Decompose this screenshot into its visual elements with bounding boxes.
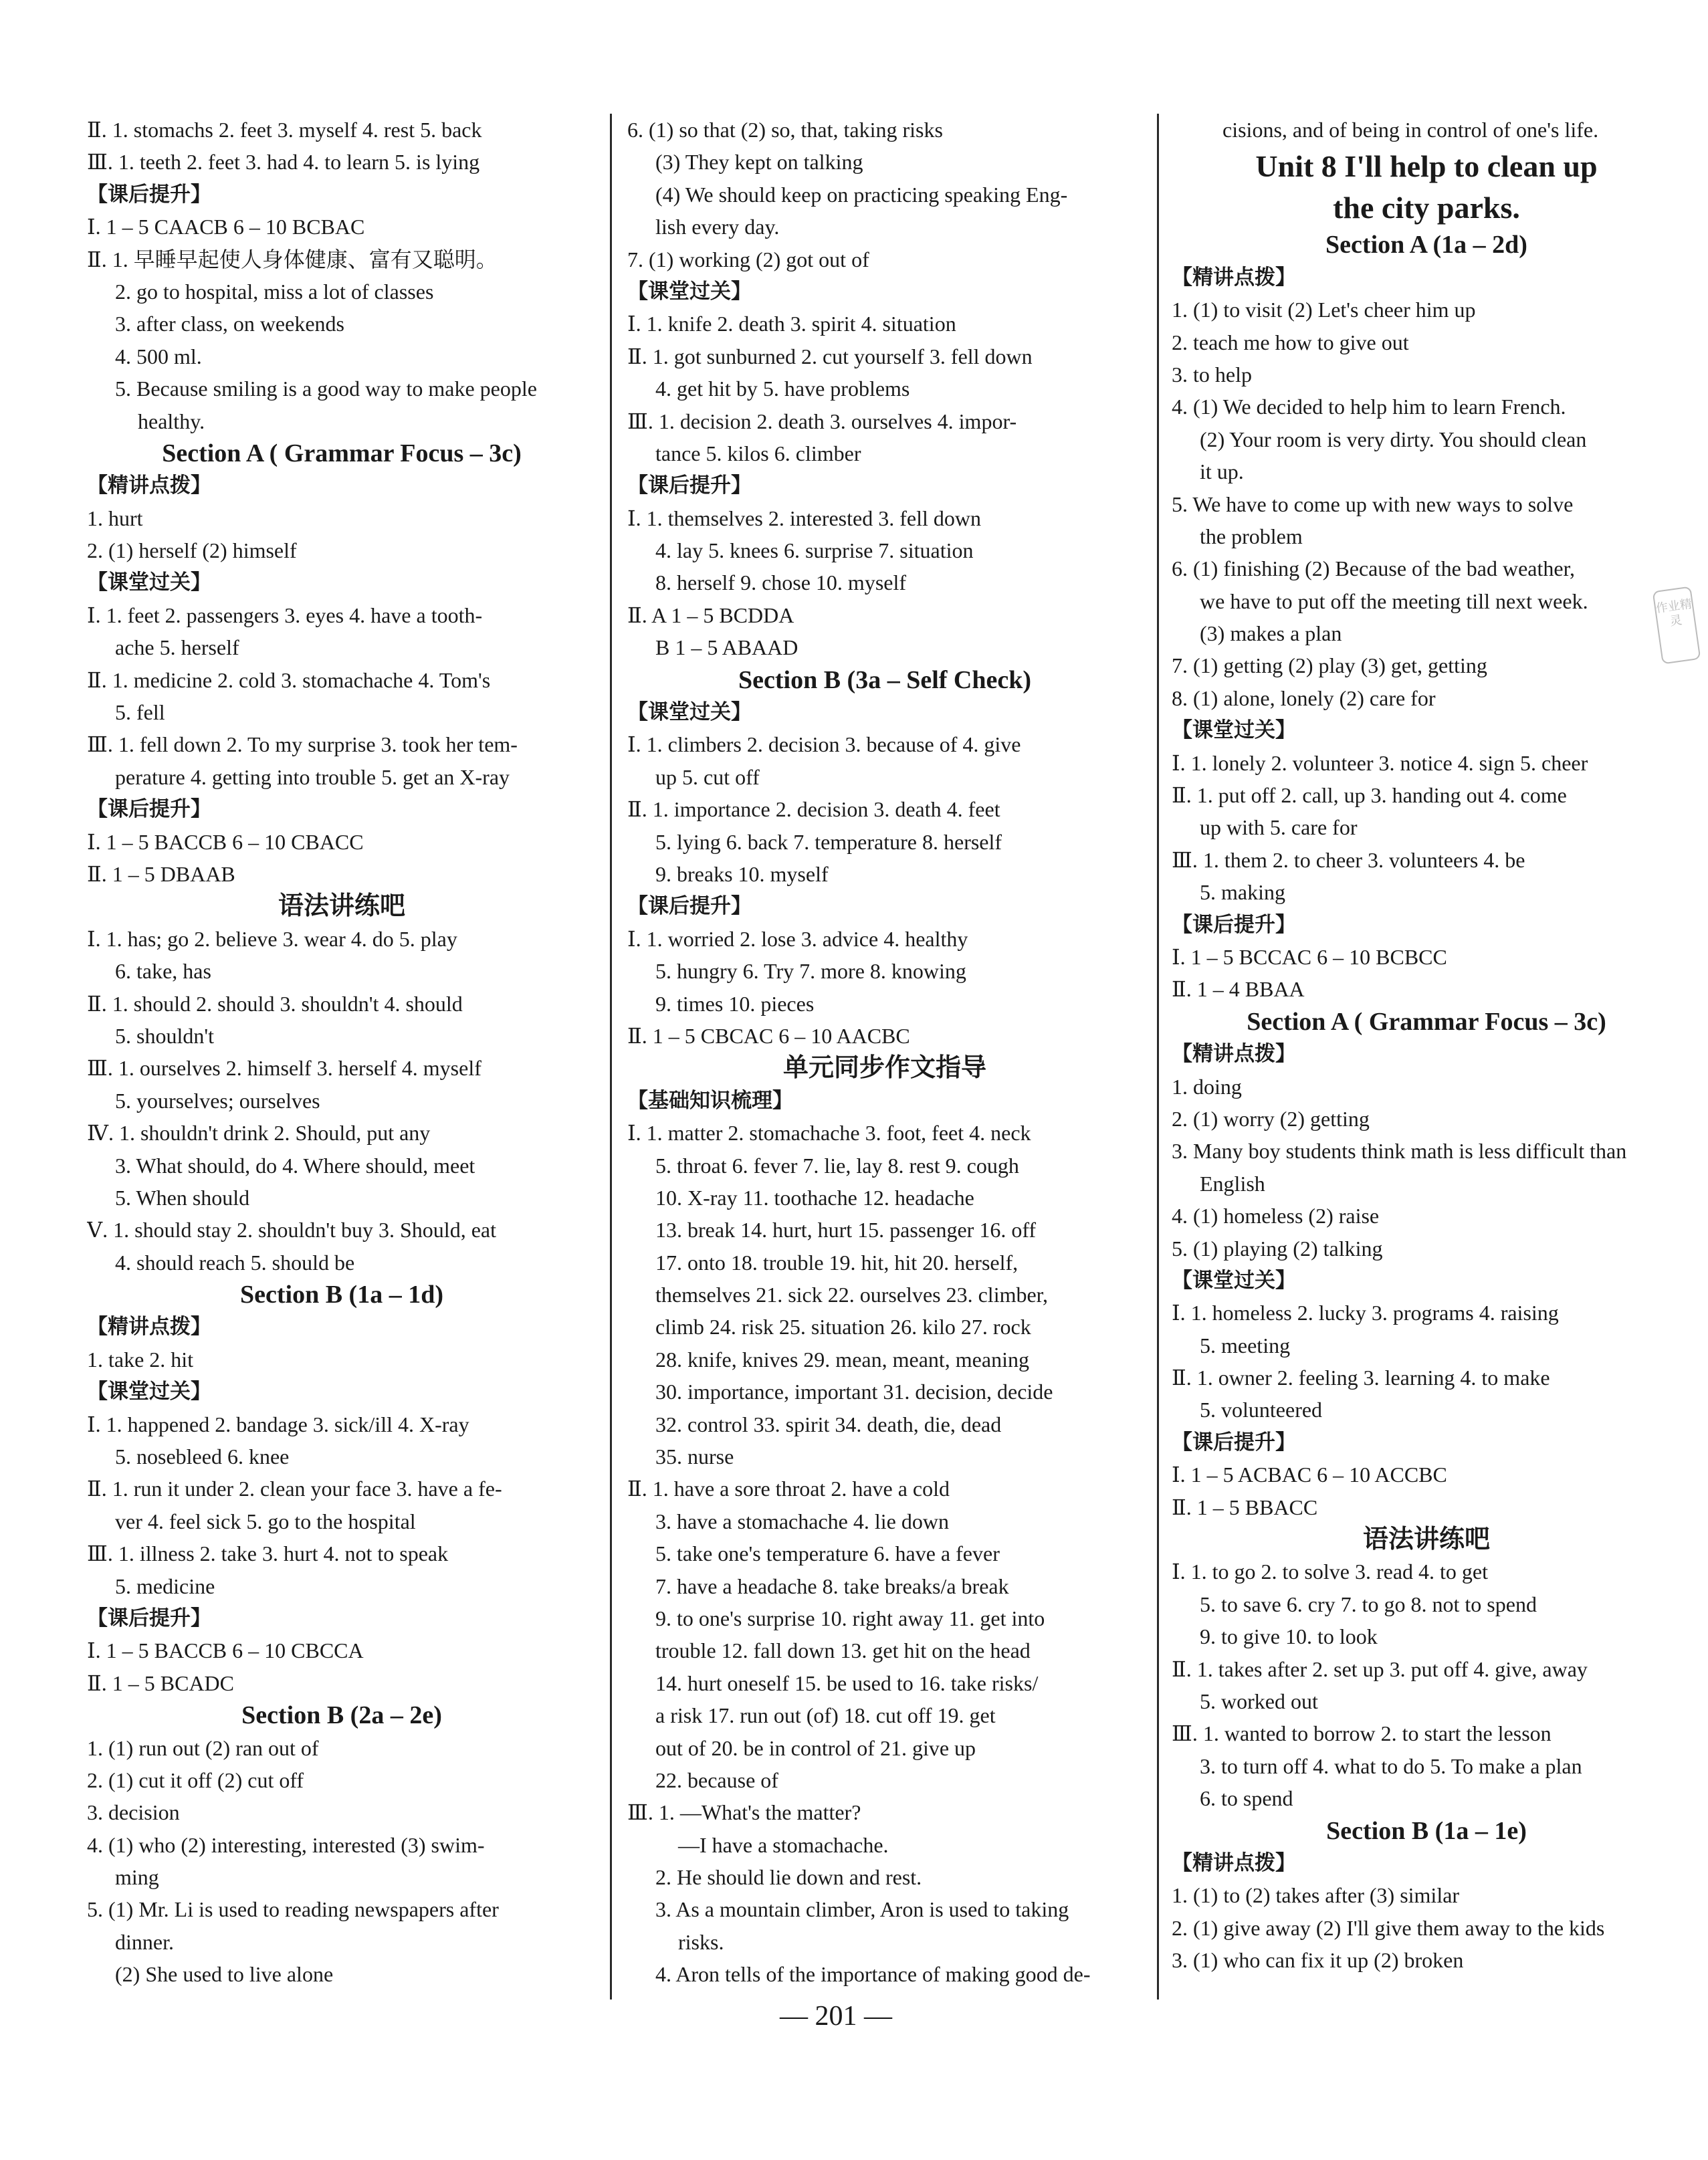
answer-line: lish every day.	[655, 215, 780, 239]
answer-column-1	[87, 114, 597, 1991]
answer-line: 6. to spend	[1200, 1786, 1293, 1811]
answer-line: Ⅰ. 1. climbers 2. decision 3. because of 4. give	[627, 732, 1021, 757]
column-divider-2	[1157, 114, 1159, 2000]
answer-line: trouble 12. fall down 13. get hit on the head	[655, 1638, 1031, 1663]
subsection-header: 【课后提升】	[87, 1606, 211, 1630]
answer-line: 32. control 33. spirit 34. death, die, dead	[655, 1412, 1002, 1436]
section-heading: 语法讲练吧	[278, 892, 405, 921]
answer-line: 14. hurt oneself 15. be used to 16. take risks/	[655, 1670, 1039, 1695]
answer-line: it up.	[1200, 459, 1244, 484]
page-number: — 201 —	[780, 2001, 892, 2032]
answer-line: Ⅲ. 1. illness 2. take 3. hurt 4. not to speak	[87, 1541, 449, 1566]
answer-line: healthy.	[138, 409, 205, 433]
column-divider-1	[610, 114, 612, 2000]
subsection-header: 【精讲点拨】	[87, 1315, 211, 1339]
answer-line: Ⅱ. 1. importance 2. decision 3. death 4. feet	[627, 797, 1000, 822]
answer-line: perature 4. getting into trouble 5. get an X-ray	[115, 764, 510, 789]
answer-line: tance 5. kilos 6. climber	[655, 441, 861, 465]
subsection-header: 【课后提升】	[627, 894, 752, 919]
answer-line: 4. (1) homeless (2) raise	[1172, 1204, 1380, 1228]
subsection-header: 【精讲点拨】	[1172, 1850, 1296, 1875]
answer-line: Ⅱ. 1 – 5 BCADC	[87, 1670, 234, 1695]
answer-line: ache 5. herself	[115, 635, 239, 660]
answer-line: Ⅴ. 1. should stay 2. shouldn't buy 3. Should, eat	[87, 1218, 496, 1243]
subsection-header: 【课堂过关】	[1172, 1268, 1296, 1293]
answer-line: 3. after class, on weekends	[115, 312, 344, 336]
answer-line: Ⅱ. 1. owner 2. feeling 3. learning 4. to make	[1172, 1366, 1550, 1390]
answer-line: Ⅱ. 1 – 4 BBAA	[1172, 977, 1305, 1002]
answer-line: Ⅰ. 1. feet 2. passengers 3. eyes 4. have a tooth-	[87, 603, 483, 627]
answer-line: Ⅲ. 1. wanted to borrow 2. to start the lesson	[1172, 1721, 1552, 1746]
answer-line: 4. lay 5. knees 6. surprise 7. situation	[655, 538, 974, 563]
answer-line: 9. breaks 10. myself	[655, 861, 829, 886]
answer-line: 5. meeting	[1200, 1333, 1291, 1358]
answer-line: B 1 – 5 ABAAD	[655, 635, 798, 660]
answer-line: 5. (1) Mr. Li is used to reading newspapers after	[87, 1897, 499, 1922]
answer-line: out of 20. be in control of 21. give up	[655, 1735, 976, 1760]
answer-line: Ⅰ. 1. to go 2. to solve 3. read 4. to get	[1172, 1559, 1489, 1584]
answer-line: 4. (1) who (2) interesting, interested (3) swim-	[87, 1832, 485, 1857]
answer-line: 5. lying 6. back 7. temperature 8. herself	[655, 829, 1002, 854]
answer-line: 2. teach me how to give out	[1172, 330, 1409, 354]
answer-line: 1. hurt	[87, 506, 143, 530]
section-heading: Section B (3a – Self Check)	[738, 665, 1032, 694]
subsection-header: 【课后提升】	[627, 473, 752, 498]
answer-line: ming	[115, 1865, 159, 1890]
answer-line: 3. (1) who can fix it up (2) broken	[1172, 1948, 1464, 1973]
subsection-header: 【精讲点拨】	[87, 473, 211, 498]
answer-line: 1. doing	[1172, 1074, 1242, 1099]
answer-line: 5. making	[1200, 880, 1285, 905]
answer-line: 3. What should, do 4. Where should, meet	[115, 1153, 475, 1178]
answer-line: 2. go to hospital, miss a lot of classes	[115, 279, 434, 304]
section-heading: 单元同步作文指导	[782, 1054, 986, 1083]
unit-title: Unit 8 I'll help to clean up	[1255, 149, 1598, 184]
section-heading: Section B (2a – 2e)	[241, 1701, 442, 1730]
subsection-header: 【精讲点拨】	[1172, 1042, 1296, 1067]
answer-line: Ⅰ. 1 – 5 CAACB 6 – 10 BCBAC	[87, 215, 365, 239]
subsection-header: 【课堂过关】	[87, 1380, 211, 1404]
answer-line: dinner.	[115, 1929, 174, 1954]
answer-line: Ⅳ. 1. shouldn't drink 2. Should, put any	[87, 1121, 431, 1146]
answer-line: 1. take 2. hit	[87, 1347, 194, 1372]
answer-line: Ⅲ. 1. them 2. to cheer 3. volunteers 4. be	[1172, 847, 1525, 872]
answer-line: Ⅰ. 1. happened 2. bandage 3. sick/ill 4. X-ray	[87, 1412, 469, 1436]
answer-line: Ⅱ. 1. have a sore throat 2. have a cold	[627, 1477, 950, 1501]
subsection-header: 【课堂过关】	[627, 700, 752, 725]
answer-line: 3. to turn off 4. what to do 5. To make a plan	[1200, 1753, 1582, 1778]
answer-line: themselves 21. sick 22. ourselves 23. climber,	[655, 1283, 1049, 1307]
answer-line: 5. Because smiling is a good way to make people	[115, 376, 537, 401]
answer-line: 1. (1) run out (2) ran out of	[87, 1735, 319, 1760]
section-heading: Section B (1a – 1d)	[240, 1281, 443, 1309]
subsection-header: 【课堂过关】	[627, 279, 752, 304]
answer-line: Ⅰ. 1. lonely 2. volunteer 3. notice 4. sign 5. cheer	[1172, 750, 1588, 775]
answer-line: (2) Your room is very dirty. You should clean	[1200, 427, 1587, 451]
answer-line: 2. He should lie down and rest.	[655, 1865, 922, 1890]
answer-line: 1. (1) to visit (2) Let's cheer him up	[1172, 298, 1476, 322]
answer-line: 7. (1) getting (2) play (3) get, getting	[1172, 653, 1487, 678]
answer-line: 6. (1) finishing (2) Because of the bad weather,	[1172, 556, 1575, 581]
answer-line: 3. Many boy students think math is less difficult than	[1172, 1139, 1627, 1164]
answer-line: Ⅱ. 1 – 5 BBACC	[1172, 1495, 1318, 1519]
answer-line: Ⅱ. 1 – 5 DBAAB	[87, 861, 235, 886]
answer-line: 22. because of	[655, 1767, 778, 1792]
subsection-header: 【课后提升】	[1172, 1430, 1296, 1454]
answer-line: 3. As a mountain climber, Aron is used to taking	[655, 1897, 1069, 1922]
answer-line: Ⅰ. 1. worried 2. lose 3. advice 4. healthy	[627, 926, 968, 951]
answer-line: 5. yourselves; ourselves	[115, 1088, 320, 1113]
answer-line: Ⅰ. 1. matter 2. stomachache 3. foot, feet 4. neck	[627, 1121, 1031, 1146]
answer-column-3	[1172, 114, 1681, 1976]
answer-line: 8. (1) alone, lonely (2) care for	[1172, 685, 1436, 710]
answer-line: 5. take one's temperature 6. have a fever	[655, 1541, 1000, 1566]
answer-line: —I have a stomachache.	[678, 1832, 889, 1857]
answer-line: 5. When should	[115, 1185, 250, 1210]
answer-line: 4. (1) We decided to help him to learn French.	[1172, 395, 1566, 419]
answer-line: climb 24. risk 25. situation 26. kilo 27. rock	[655, 1315, 1031, 1339]
answer-line: (3) They kept on talking	[655, 150, 863, 175]
unit-title: the city parks.	[1333, 191, 1520, 225]
answer-line: we have to put off the meeting till next week.	[1200, 588, 1588, 613]
answer-line: 9. times 10. pieces	[655, 991, 815, 1016]
answer-line: Ⅰ. 1. themselves 2. interested 3. fell down	[627, 506, 981, 530]
answer-line: 3. decision	[87, 1800, 180, 1825]
answer-line: Ⅲ. 1. fell down 2. To my surprise 3. took her tem-	[87, 732, 518, 757]
answer-line: 5. nosebleed 6. knee	[115, 1444, 290, 1469]
answer-line: 13. break 14. hurt, hurt 15. passenger 16. off	[655, 1218, 1037, 1243]
answer-line: 3. have a stomachache 4. lie down	[655, 1509, 949, 1533]
answer-line: risks.	[678, 1929, 724, 1954]
answer-line: 5. medicine	[115, 1574, 215, 1598]
answer-line: Ⅱ. A 1 – 5 BCDDA	[627, 603, 794, 627]
subsection-header: 【基础知识梳理】	[627, 1088, 793, 1113]
answer-line: 4. should reach 5. should be	[115, 1250, 355, 1275]
answer-line: up 5. cut off	[655, 764, 760, 789]
answer-column-2	[627, 114, 1142, 1991]
answer-line: 4. get hit by 5. have problems	[655, 376, 910, 401]
answer-line: Ⅰ. 1. homeless 2. lucky 3. programs 4. raising	[1172, 1301, 1559, 1325]
answer-line: Ⅲ. 1. teeth 2. feet 3. had 4. to learn 5. is lying	[87, 150, 480, 175]
answer-line: ver 4. feel sick 5. go to the hospital	[115, 1509, 416, 1533]
subsection-header: 【课堂过关】	[1172, 718, 1296, 743]
subsection-header: 【课后提升】	[87, 182, 211, 207]
answer-line: 2. (1) cut it off (2) cut off	[87, 1767, 304, 1792]
answer-line: Ⅲ. 1. ourselves 2. himself 3. herself 4. myself	[87, 1056, 482, 1081]
answer-line: (3) makes a plan	[1200, 621, 1342, 646]
answer-line: 28. knife, knives 29. mean, meant, meaning	[655, 1347, 1029, 1372]
answer-line: Ⅱ. 1. 早睡早起使人身体健康、富有又聪明。	[87, 247, 498, 272]
answer-line: 5. shouldn't	[115, 1023, 214, 1048]
answer-line: Ⅱ. 1. medicine 2. cold 3. stomachache 4. Tom's	[87, 667, 491, 692]
answer-line: English	[1200, 1171, 1265, 1196]
answer-line: 2. (1) worry (2) getting	[1172, 1106, 1370, 1131]
answer-line: 2. (1) herself (2) himself	[87, 538, 297, 563]
answer-line: 6. take, has	[115, 959, 211, 984]
answer-line: Ⅰ. 1. knife 2. death 3. spirit 4. situation	[627, 312, 956, 336]
answer-line: Ⅲ. 1. decision 2. death 3. ourselves 4. impor-	[627, 409, 1017, 433]
answer-line: Ⅱ. 1. takes after 2. set up 3. put off 4. give, away	[1172, 1656, 1588, 1681]
answer-line: Ⅲ. 1. —What's the matter?	[627, 1800, 861, 1825]
answer-line: Ⅰ. 1 – 5 BACCB 6 – 10 CBACC	[87, 829, 364, 854]
answer-line: Ⅰ. 1 – 5 BACCB 6 – 10 CBCCA	[87, 1638, 364, 1663]
answer-line: 10. X-ray 11. toothache 12. headache	[655, 1185, 974, 1210]
watermark-stamp: 作业精灵	[1652, 586, 1701, 664]
answer-line: 17. onto 18. trouble 19. hit, hit 20. herself,	[655, 1250, 1019, 1275]
answer-line: 35. nurse	[655, 1444, 734, 1469]
answer-line: 5. worked out	[1200, 1689, 1318, 1713]
answer-line: 30. importance, important 31. decision, decide	[655, 1380, 1053, 1404]
answer-line: 5. fell	[115, 700, 165, 725]
answer-line: 5. volunteered	[1200, 1398, 1323, 1422]
answer-line: 6. (1) so that (2) so, that, taking risks	[627, 118, 943, 142]
answer-line: Ⅱ. 1 – 5 CBCAC 6 – 10 AACBC	[627, 1023, 910, 1048]
answer-line: 8. herself 9. chose 10. myself	[655, 570, 907, 595]
answer-line: (2) She used to live alone	[115, 1962, 334, 1987]
section-heading: Section B (1a – 1e)	[1326, 1816, 1527, 1845]
answer-line: Ⅰ. 1. has; go 2. believe 3. wear 4. do 5. play	[87, 926, 457, 951]
answer-line: 9. to give 10. to look	[1200, 1624, 1378, 1649]
answer-line: Ⅰ. 1 – 5 BCCAC 6 – 10 BCBCC	[1172, 944, 1447, 969]
answer-line: 9. to one's surprise 10. right away 11. get into	[655, 1606, 1045, 1630]
answer-line: 4. 500 ml.	[115, 344, 202, 368]
answer-line: 5. to save 6. cry 7. to go 8. not to spend	[1200, 1592, 1537, 1616]
answer-line: 7. have a headache 8. take breaks/a break	[655, 1574, 1009, 1598]
subsection-header: 【课后提升】	[87, 797, 211, 822]
answer-line: a risk 17. run out (of) 18. cut off 19. get	[655, 1703, 996, 1728]
answer-line: 1. (1) to (2) takes after (3) similar	[1172, 1883, 1460, 1908]
answer-line: the problem	[1200, 524, 1303, 548]
answer-line: 4. Aron tells of the importance of making good de-	[655, 1962, 1091, 1987]
answer-line: 7. (1) working (2) got out of	[627, 247, 869, 272]
answer-line: up with 5. care for	[1200, 815, 1358, 840]
answer-line: cisions, and of being in control of one's life.	[1222, 118, 1599, 142]
answer-line: (4) We should keep on practicing speaking Eng-	[655, 182, 1068, 207]
answer-line: Ⅱ. 1. stomachs 2. feet 3. myself 4. rest 5. back	[87, 118, 482, 142]
answer-line: Ⅰ. 1 – 5 ACBAC 6 – 10 ACCBC	[1172, 1463, 1447, 1487]
answer-line: Ⅱ. 1. should 2. should 3. shouldn't 4. should	[87, 991, 463, 1016]
answer-line: 5. throat 6. fever 7. lie, lay 8. rest 9. cough	[655, 1153, 1019, 1178]
answer-line: 3. to help	[1172, 362, 1252, 387]
answer-line: Ⅱ. 1. run it under 2. clean your face 3. have a fe-	[87, 1477, 502, 1501]
subsection-header: 【课堂过关】	[87, 570, 211, 595]
answer-line: 5. (1) playing (2) talking	[1172, 1236, 1383, 1261]
answer-line: Ⅱ. 1. put off 2. call, up 3. handing out 4. come	[1172, 783, 1567, 808]
subsection-header: 【课后提升】	[1172, 912, 1296, 937]
answer-line: 5. hungry 6. Try 7. more 8. knowing	[655, 959, 966, 984]
section-heading: 语法讲练吧	[1362, 1525, 1490, 1554]
section-heading: Section A ( Grammar Focus – 3c)	[162, 439, 522, 467]
answer-line: 5. We have to come up with new ways to solve	[1172, 492, 1574, 516]
section-heading: Section A ( Grammar Focus – 3c)	[1247, 1007, 1606, 1036]
subsection-header: 【精讲点拨】	[1172, 265, 1296, 290]
section-heading: Section A (1a – 2d)	[1325, 231, 1527, 259]
answer-line: Ⅱ. 1. got sunburned 2. cut yourself 3. fell down	[627, 344, 1033, 368]
answer-line: 2. (1) give away (2) I'll give them away to the kids	[1172, 1915, 1605, 1940]
